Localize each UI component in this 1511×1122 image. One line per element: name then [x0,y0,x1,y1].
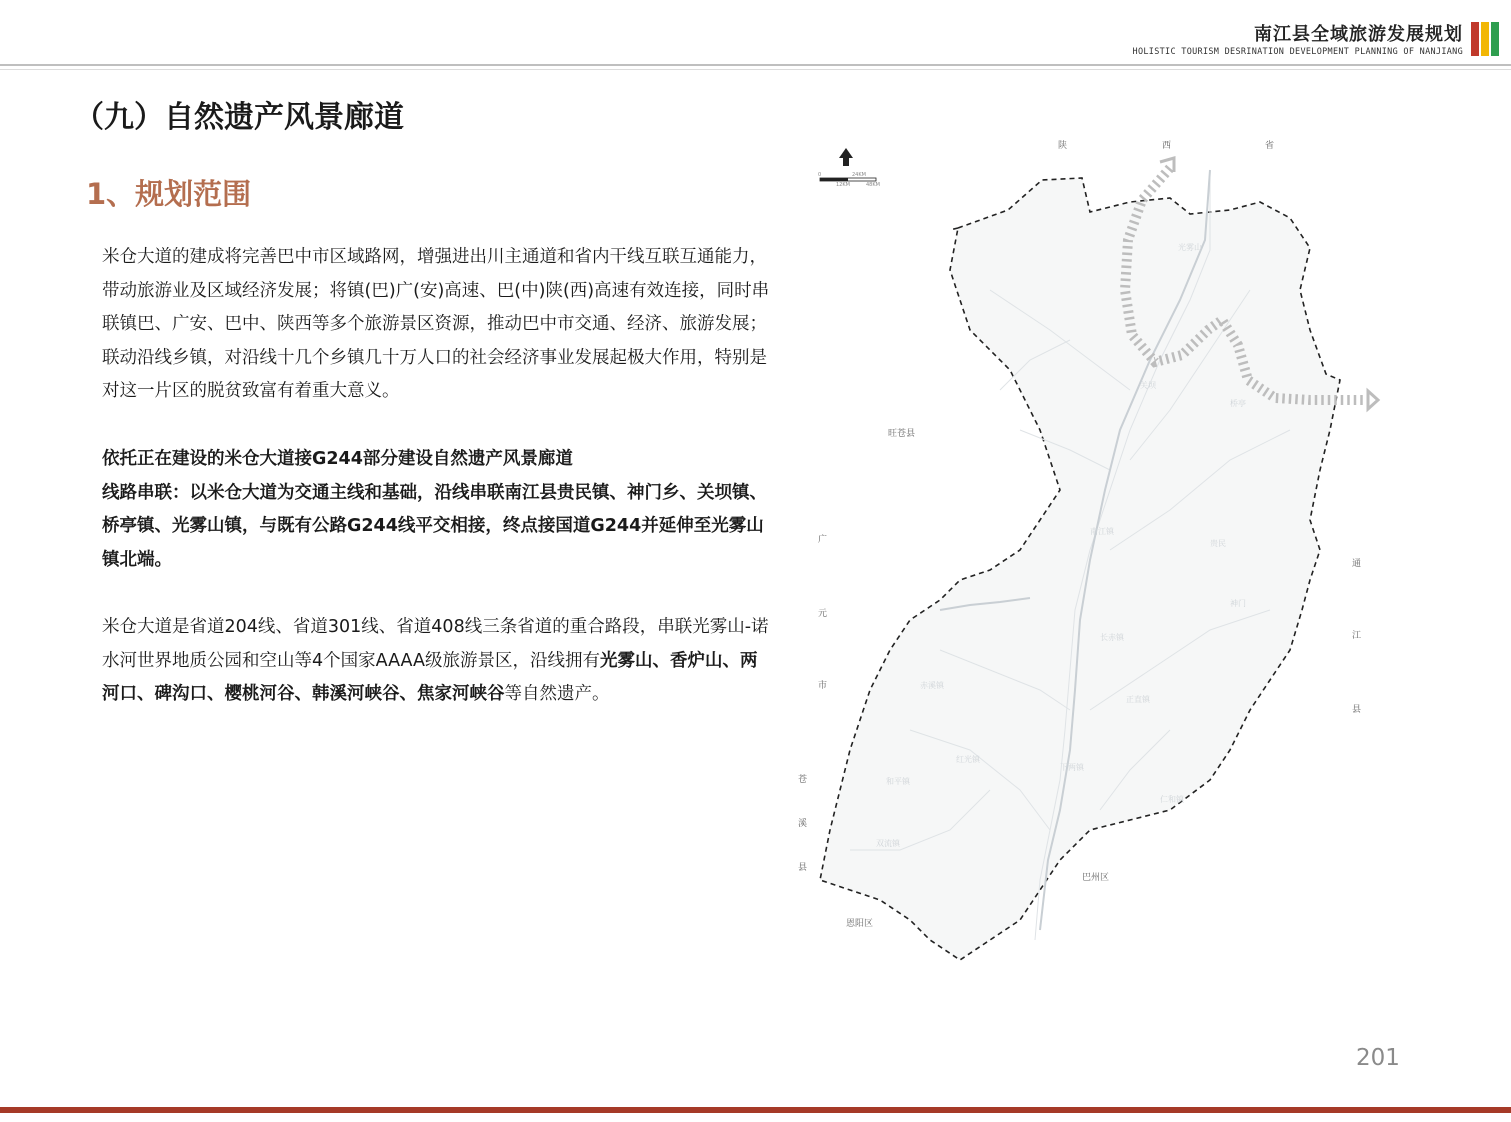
scale-bar [818,172,880,188]
town-renhe: 仁和镇 [1160,795,1184,804]
heritage-list: 光雾山、香炉山、两河口、碑沟口、樱桃河谷、韩溪河峡谷、焦家河峡谷 [102,650,758,705]
map-label-yuan: 元 [818,609,828,619]
scale-label-12: 12KM [836,182,850,188]
town-heping: 和平镇 [886,777,910,786]
paragraph-route [102,443,772,577]
route-heading: 依托正在建设的米仓大道接G244部分建设自然遗产风景廊道 [102,449,573,469]
map-label-xian-east: 县 [1352,705,1362,715]
heritage-text: 米仓大道是省道204线、省道301线、省道408线三条省道的重合路段，串联光雾山-诺水河世界地质公园和空山等4个国家AAAA级旅游景区，沿线拥有 [102,617,769,671]
map-label-shi: 市 [818,681,828,691]
paragraph-heritage [102,611,772,712]
map-label-shaan: 陕 [1058,141,1068,151]
heritage-tail: 等自然遗产。 [504,684,610,705]
header-title: 南江县全域旅游发展规划 [1254,24,1463,45]
subsection-title: 1、规划范围 [86,177,252,211]
map-label-guang: 广 [818,535,828,545]
town-qiaoting: 桥亭 [1230,399,1246,408]
header-rule-thin [0,69,1511,70]
map-label-jiang: 江 [1352,631,1362,641]
map-label-sheng: 省 [1265,141,1275,151]
boundary-spur-west [950,228,958,230]
town-guimin: 贵民 [1210,539,1226,548]
town-guangwushan: 光雾山 [1178,243,1202,252]
header-rule [0,64,1511,66]
section-title: （九）自然遗产风景廊道 [74,100,404,135]
nanjiang-map [790,130,1410,980]
map-label-enyang: 恩阳区 [846,919,874,929]
map-label-xian-west: 县 [798,863,808,873]
map-label-xi2: 溪 [798,819,808,829]
town-chixi: 赤溪镇 [920,681,944,690]
north-arrow-icon [839,148,853,166]
page-number: 201 [1356,1045,1400,1071]
header-subtitle: HOLISTIC TOURISM DESRINATION DEVELOPMENT PLANNING OF NANJIANG [1132,47,1463,57]
scale-label-48: 48KM [866,182,880,188]
map-label-cang: 苍 [798,775,808,785]
footer-rule [0,1107,1511,1113]
town-shuangliu: 双流镇 [876,839,900,848]
route-description: 线路串联：以米仓大道为交通主线和基础，沿线串联南江县贵民镇、神门乡、关坝镇、桥亭镇、光雾山镇，与既有公路G244线平交相接，终点接国道G244并延伸至光雾山镇北端。 [102,482,767,570]
green-bar [1491,22,1499,56]
route-arrow-end-icon [1368,391,1378,409]
town-guanba: 关坝 [1140,381,1156,390]
map-label-tong: 通 [1352,559,1362,569]
town-shenmen: 神门 [1230,599,1246,608]
header-color-bars [1471,22,1499,56]
town-zhengzhi: 正直镇 [1126,695,1150,704]
town-changchi: 长赤镇 [1100,633,1124,642]
town-xialiang: 下两镇 [1060,763,1084,772]
map-label-wangcang: 旺苍县 [888,429,916,439]
map-label-bazhou: 巴州区 [1082,873,1110,883]
map-label-xi: 西 [1162,141,1172,151]
scale-label-24: 24KM [852,172,866,178]
town-hongguang: 红光镇 [956,755,980,764]
yellow-bar [1481,22,1489,56]
paragraph-intro: 米仓大道的建成将完善巴中市区域路网，增强进出川主通道和省内干线互联互通能力，带动旅游业及区域经济发展；将镇(巴)广(安)高速、巴(中)陕(西)高速有效连接，同时串联镇巴、广安、巴中、陕西等多个旅游景区资源，推动巴中市交通、经济、旅游发展；联动沿线乡镇，对沿线十几个乡镇几十万人口的社会经济事业发展起极大作用，特别是对这一片区的脱贫致富有着重大意义。 [102,247,770,402]
scale-label-0: 0 [818,172,822,178]
red-bar [1471,22,1479,56]
town-nanjiang: 南江镇 [1090,527,1114,536]
